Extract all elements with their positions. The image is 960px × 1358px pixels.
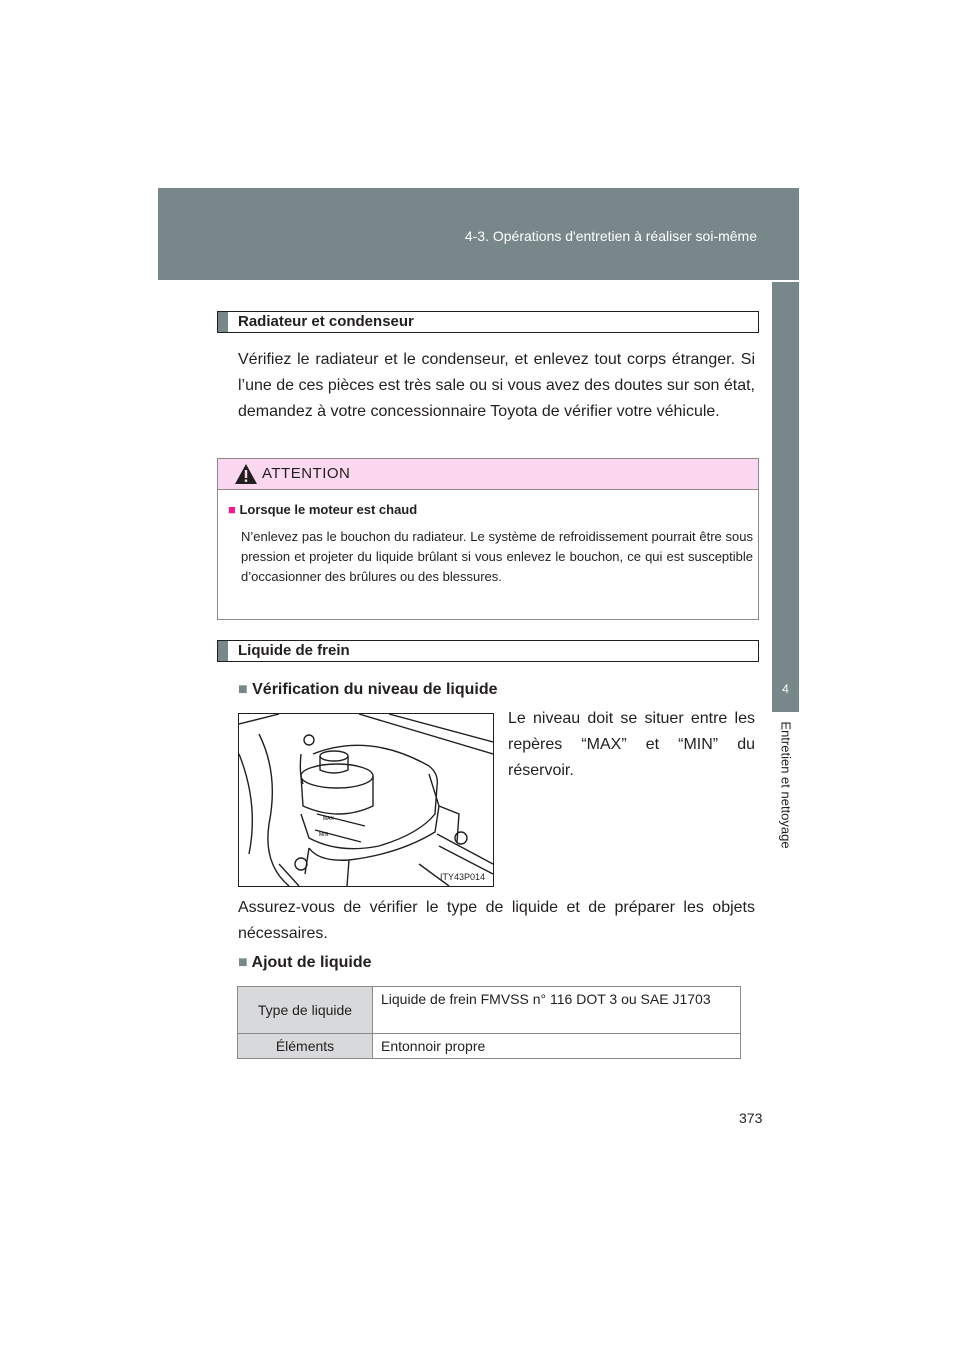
check-level-heading-text: Vérification du niveau de liquide bbox=[252, 681, 498, 698]
bullet-square-icon: ■ bbox=[238, 681, 248, 698]
heading-bar bbox=[218, 641, 228, 661]
check-level-text: Le niveau doit se situer entre les repères “MAX” et “MIN” du réservoir. bbox=[508, 710, 755, 779]
attention-subheading-text: Lorsque le moteur est chaud bbox=[239, 502, 418, 517]
chapter-title: Entretien et nettoyage bbox=[778, 721, 794, 849]
brake-reservoir-illustration bbox=[238, 713, 494, 887]
table-value: Liquide de frein FMVSS n° 116 DOT 3 ou SAE J1703 bbox=[373, 987, 741, 1034]
header-band bbox=[158, 188, 799, 280]
table-key: Éléments bbox=[238, 1034, 373, 1059]
radiator-text: Vérifiez le radiateur et le condenseur, et enlevez tout corps étranger. Si l’une de ces pièces est très sale ou si vous avez des doutes sur son état, demandez à votre concessionnaire Toyota de vérifier votre véhicule. bbox=[238, 351, 755, 420]
attention-text: N’enlevez pas le bouchon du radiateur. Le système de refroidissement pourrait être sous pression et projeter du liquide brûlant si vous enlevez le bouchon, ce qui est susceptible d’occasionner des brûlures ou des blessures. bbox=[241, 529, 753, 584]
add-fluid-heading-text: Ajout de liquide bbox=[251, 954, 372, 971]
prepare-text: Assurez-vous de vérifier le type de liquide et de préparer les objets nécessaires. bbox=[238, 899, 755, 942]
attention-title: ATTENTION bbox=[262, 465, 351, 482]
fluid-table bbox=[237, 986, 741, 1059]
table-value: Entonnoir propre bbox=[373, 1034, 741, 1059]
section-title: 4-3. Opérations d'entretien à réaliser soi-même bbox=[464, 228, 757, 244]
radiator-heading-box bbox=[217, 311, 759, 333]
radiator-heading: Radiateur et condenseur bbox=[238, 313, 414, 330]
attention-box bbox=[217, 458, 759, 620]
heading-bar bbox=[218, 312, 228, 332]
brake-heading: Liquide de frein bbox=[238, 642, 350, 659]
reservoir-drawing bbox=[239, 714, 493, 886]
check-level-heading bbox=[238, 681, 498, 699]
table-row bbox=[238, 1034, 741, 1059]
min-mark-label: MIN bbox=[319, 832, 329, 838]
max-mark-label: MAX bbox=[323, 816, 334, 822]
brake-heading-box bbox=[217, 640, 759, 662]
warning-triangle-icon bbox=[234, 463, 258, 485]
page-number: 373 bbox=[739, 1110, 763, 1126]
chapter-tab bbox=[772, 282, 799, 712]
chapter-number: 4 bbox=[782, 682, 789, 696]
attention-header bbox=[218, 459, 758, 490]
attention-subheading bbox=[228, 502, 417, 517]
figure-code: ITY43P014 bbox=[439, 872, 485, 882]
table-row bbox=[238, 987, 741, 1034]
add-fluid-heading bbox=[238, 954, 372, 972]
bullet-square-icon: ■ bbox=[228, 502, 236, 517]
table-key: Type de liquide bbox=[238, 987, 373, 1034]
bullet-square-icon: ■ bbox=[238, 954, 248, 971]
